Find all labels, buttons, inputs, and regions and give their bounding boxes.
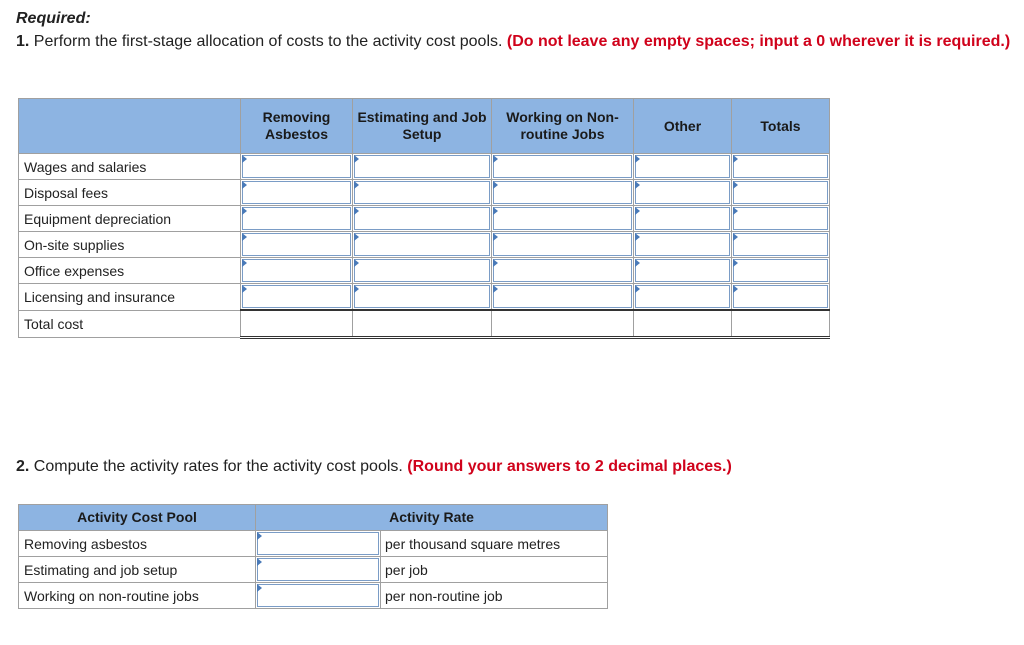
question-1-number: 1. [16, 33, 30, 50]
amount-input-removing-asbestos[interactable] [241, 284, 353, 311]
amount-input-other[interactable] [634, 206, 732, 232]
activity-rate-input[interactable] [256, 557, 381, 583]
amount-input-other[interactable] [634, 284, 732, 311]
amount-input-totals[interactable] [732, 258, 830, 284]
col-header-activity-cost-pool: Activity Cost Pool [19, 505, 256, 531]
input-box[interactable] [493, 181, 632, 204]
row-label: Total cost [19, 310, 241, 338]
allocation-row-equipment-depreciation [19, 206, 830, 232]
input-box[interactable] [733, 155, 828, 178]
col-header-activity-rate: Activity Rate [256, 505, 608, 531]
input-marker-icon [493, 207, 498, 215]
question-1 [16, 32, 1016, 52]
input-marker-icon [493, 155, 498, 163]
question-2-text: Compute the activity rates for the activity cost pools. [29, 458, 408, 475]
input-box[interactable] [733, 233, 828, 256]
input-box[interactable] [635, 207, 730, 230]
row-label: Licensing and insurance [19, 284, 241, 311]
col-header-totals: Totals [732, 99, 830, 154]
rate-unit-label: per non-routine job [381, 583, 608, 609]
pool-label: Working on non-routine jobs [19, 583, 256, 609]
input-box[interactable] [635, 233, 730, 256]
amount-input-removing-asbestos[interactable] [241, 232, 353, 258]
input-box[interactable] [635, 181, 730, 204]
input-box[interactable] [733, 285, 828, 308]
input-box[interactable] [257, 584, 379, 607]
amount-input-removing-asbestos[interactable] [241, 258, 353, 284]
input-marker-icon [242, 155, 247, 163]
input-marker-icon [733, 207, 738, 215]
row-label: Disposal fees [19, 180, 241, 206]
input-marker-icon [493, 259, 498, 267]
total-cell-working-on-non-routine-jobs [492, 310, 634, 338]
input-box[interactable] [493, 155, 632, 178]
amount-input-estimating-and-job-setup[interactable] [353, 154, 492, 180]
input-box[interactable] [242, 285, 351, 308]
input-marker-icon [493, 181, 498, 189]
input-marker-icon [242, 233, 247, 241]
input-box[interactable] [733, 259, 828, 282]
amount-input-removing-asbestos[interactable] [241, 154, 353, 180]
input-marker-icon [242, 207, 247, 215]
amount-input-other[interactable] [634, 154, 732, 180]
required-label: Required: [16, 10, 91, 27]
input-box[interactable] [354, 259, 490, 282]
input-box[interactable] [733, 181, 828, 204]
input-box[interactable] [635, 259, 730, 282]
rate-unit-label: per job [381, 557, 608, 583]
input-box[interactable] [354, 285, 490, 308]
amount-input-totals[interactable] [732, 180, 830, 206]
input-marker-icon [242, 181, 247, 189]
amount-input-totals[interactable] [732, 232, 830, 258]
input-marker-icon [354, 259, 359, 267]
amount-input-estimating-and-job-setup[interactable] [353, 180, 492, 206]
input-box[interactable] [493, 259, 632, 282]
input-marker-icon [257, 532, 262, 540]
input-marker-icon [733, 155, 738, 163]
amount-input-other[interactable] [634, 258, 732, 284]
input-marker-icon [635, 155, 640, 163]
amount-input-working-on-non-routine-jobs[interactable] [492, 206, 634, 232]
input-box[interactable] [635, 285, 730, 308]
amount-input-totals[interactable] [732, 154, 830, 180]
input-box[interactable] [493, 233, 632, 256]
input-marker-icon [733, 259, 738, 267]
amount-input-estimating-and-job-setup[interactable] [353, 206, 492, 232]
col-header-non-routine-jobs: Working on Non-routine Jobs [492, 99, 634, 154]
col-header-other: Other [634, 99, 732, 154]
input-marker-icon [635, 285, 640, 293]
input-box[interactable] [242, 155, 351, 178]
row-label: On-site supplies [19, 232, 241, 258]
input-marker-icon [257, 558, 262, 566]
input-marker-icon [635, 207, 640, 215]
row-label: Wages and salaries [19, 154, 241, 180]
amount-input-estimating-and-job-setup[interactable] [353, 258, 492, 284]
input-box[interactable] [733, 207, 828, 230]
rate-row-removing-asbestos [19, 531, 608, 557]
total-cell-estimating-and-job-setup [353, 310, 492, 338]
amount-input-other[interactable] [634, 180, 732, 206]
amount-input-removing-asbestos[interactable] [241, 180, 353, 206]
amount-input-totals[interactable] [732, 284, 830, 311]
amount-input-removing-asbestos[interactable] [241, 206, 353, 232]
input-box[interactable] [242, 259, 351, 282]
activity-rate-input[interactable] [256, 583, 381, 609]
input-marker-icon [354, 285, 359, 293]
input-box[interactable] [354, 181, 490, 204]
question-2-note: (Round your answers to 2 decimal places.) [407, 458, 732, 475]
allocation-row-disposal-fees [19, 180, 830, 206]
input-marker-icon [733, 233, 738, 241]
question-1-note: (Do not leave any empty spaces; input a 0 wherever it is required.) [506, 33, 1011, 50]
input-marker-icon [242, 285, 247, 293]
allocation-header-row [19, 99, 830, 154]
total-cell-totals [732, 310, 830, 338]
question-2 [16, 457, 732, 477]
input-box[interactable] [354, 207, 490, 230]
col-header-removing-asbestos: Removing Asbestos [241, 99, 353, 154]
amount-input-estimating-and-job-setup[interactable] [353, 284, 492, 311]
amount-input-working-on-non-routine-jobs[interactable] [492, 232, 634, 258]
amount-input-totals[interactable] [732, 206, 830, 232]
input-box[interactable] [242, 207, 351, 230]
allocation-row-wages-and-salaries [19, 154, 830, 180]
amount-input-working-on-non-routine-jobs[interactable] [492, 284, 634, 311]
input-box[interactable] [493, 285, 632, 308]
question-1-text: Perform the first-stage allocation of costs to the activity cost pools. [29, 33, 507, 50]
total-cell-removing-asbestos [241, 310, 353, 338]
amount-input-estimating-and-job-setup[interactable] [353, 232, 492, 258]
amount-input-working-on-non-routine-jobs[interactable] [492, 180, 634, 206]
input-box[interactable] [493, 207, 632, 230]
input-box[interactable] [354, 233, 490, 256]
amount-input-other[interactable] [634, 232, 732, 258]
input-box[interactable] [257, 532, 379, 555]
row-label: Office expenses [19, 258, 241, 284]
allocation-row-office-expenses [19, 258, 830, 284]
input-marker-icon [354, 181, 359, 189]
allocation-row-total-cost [19, 310, 830, 338]
input-marker-icon [242, 259, 247, 267]
amount-input-working-on-non-routine-jobs[interactable] [492, 154, 634, 180]
total-cell-other [634, 310, 732, 338]
pool-label: Removing asbestos [19, 531, 256, 557]
col-header-estimating-job-setup: Estimating and Job Setup [353, 99, 492, 154]
input-box[interactable] [242, 233, 351, 256]
input-box[interactable] [257, 558, 379, 581]
rate-unit-label: per thousand square metres [381, 531, 608, 557]
input-marker-icon [257, 584, 262, 592]
input-marker-icon [635, 233, 640, 241]
input-marker-icon [733, 181, 738, 189]
question-2-number: 2. [16, 458, 30, 475]
input-marker-icon [733, 285, 738, 293]
activity-rate-input[interactable] [256, 531, 381, 557]
input-marker-icon [354, 155, 359, 163]
input-marker-icon [354, 207, 359, 215]
input-marker-icon [635, 259, 640, 267]
input-box[interactable] [354, 155, 490, 178]
row-label: Equipment depreciation [19, 206, 241, 232]
rates-header-row [19, 505, 608, 531]
input-marker-icon [354, 233, 359, 241]
input-box[interactable] [242, 181, 351, 204]
input-marker-icon [493, 285, 498, 293]
input-marker-icon [635, 181, 640, 189]
allocation-row-licensing-and-insurance [19, 284, 830, 311]
pool-label: Estimating and job setup [19, 557, 256, 583]
amount-input-working-on-non-routine-jobs[interactable] [492, 258, 634, 284]
input-marker-icon [493, 233, 498, 241]
rate-row-estimating-and-job-setup [19, 557, 608, 583]
rate-row-working-on-non-routine-jobs [19, 583, 608, 609]
input-box[interactable] [635, 155, 730, 178]
allocation-table [18, 98, 830, 339]
activity-rates-table [18, 504, 608, 609]
allocation-row-on-site-supplies [19, 232, 830, 258]
allocation-header-blank [19, 99, 241, 154]
